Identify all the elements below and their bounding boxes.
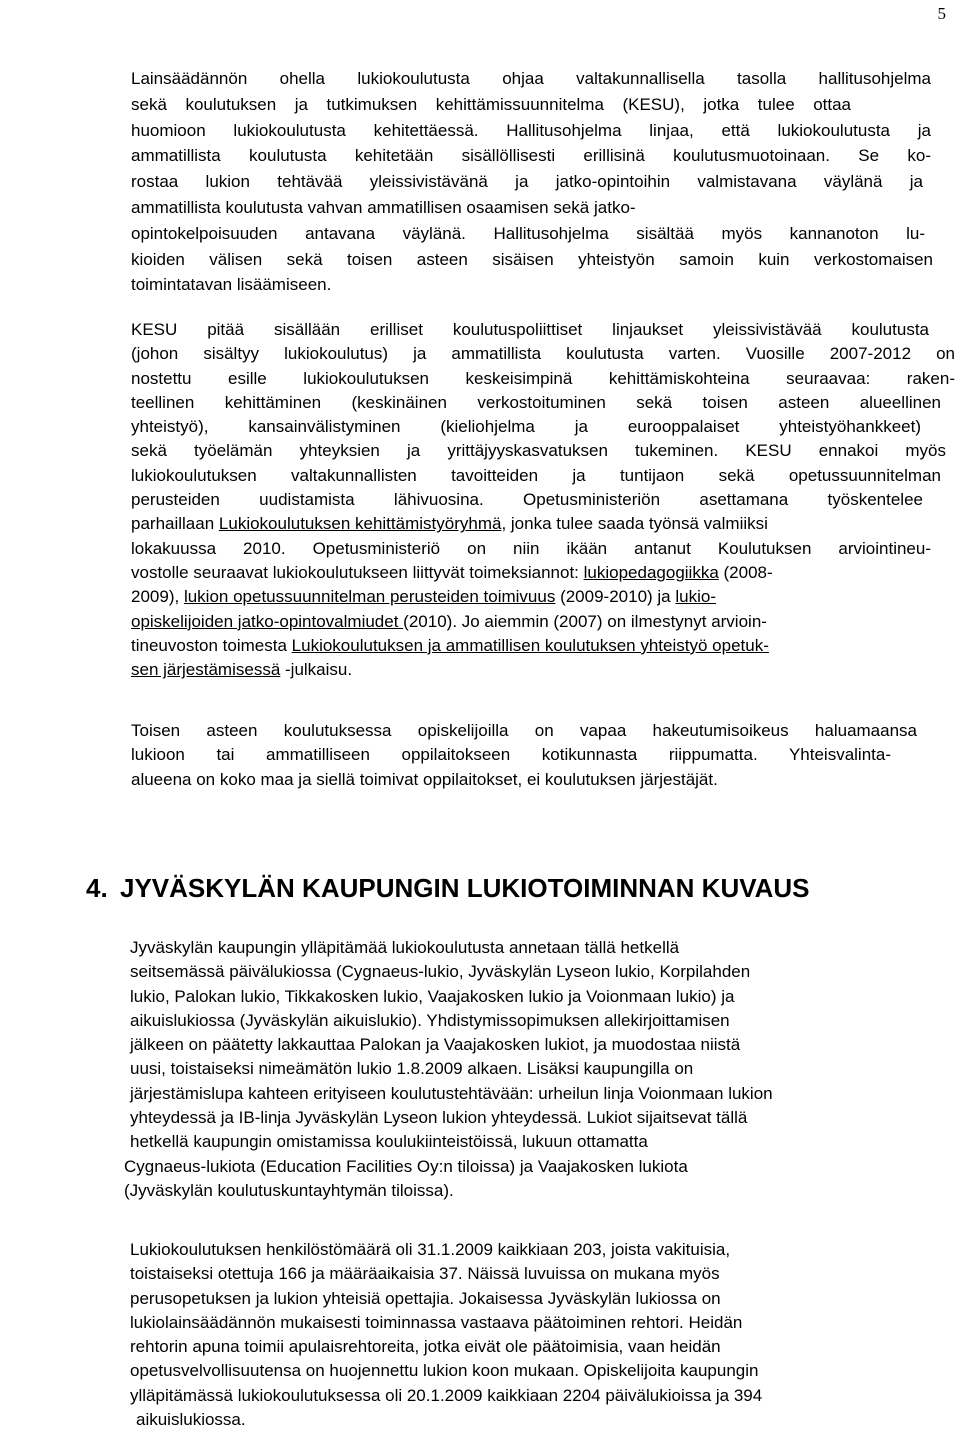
- text-line: [131, 561, 955, 585]
- link-lukiokoulutuksen-ja-ammatillisen-yhteistyo[interactable]: Lukiokoulutuksen ja ammatillisen koulutuksen yhteistyö opetuk-: [291, 635, 769, 655]
- text-line: KESU pitää sisällään erilliset koulutuspoliittiset linjaukset yleissivistävää koulutusta: [131, 320, 929, 339]
- text-line: [131, 634, 955, 658]
- text-line: aikuislukiossa (Jyväskylän aikuislukio). Yhdistymissopimuksen allekirjoittamisen: [130, 1010, 730, 1030]
- link-lukio-opiskelijoiden-jatko-opintovalmiudet[interactable]: opiskelijoiden jatko-opintovalmiudet: [131, 611, 404, 631]
- text-line: lukiokoulutuksen valtakunnallisten tavoitteiden ja tuntijaon sekä opetussuunnitelman: [131, 465, 941, 485]
- text-line: ammatillista koulutusta vahvan ammatillisen osaamisen sekä jatko-: [131, 197, 636, 217]
- paragraph-government-programme: [131, 66, 931, 298]
- text-line: perusopetuksen ja lukion yhteisiä opettajia. Jokaisessa Jyväskylän lukiossa on: [130, 1288, 721, 1308]
- link-lukiokoulutuksen-ja-ammatillisen-yhteistyo[interactable]: sen järjestämisessä: [131, 660, 281, 680]
- text-line: huomioon lukiokoulutusta kehitettäessä. Hallitusohjelma linjaa, että lukiokoulutusta ja: [131, 120, 931, 140]
- text-line: alueena on koko maa ja siellä toimivat oppilaitokset, ei koulutuksen järjestäjät.: [131, 769, 718, 789]
- text-segment: tineuvoston toimesta: [131, 635, 292, 655]
- text-segment: 2009),: [131, 587, 184, 607]
- text-segment: -julkaisu.: [280, 660, 353, 680]
- text-line: hetkellä kaupungin omistamissa koulukiinteistöissä, lukuun ottamatta: [130, 1132, 648, 1152]
- text-segment: (2008-: [718, 562, 773, 582]
- text-line: järjestämislupa kahteen erityiseen koulutustehtävään: urheilun linja Voionmaan lukion: [130, 1083, 773, 1103]
- text-line: nostettu esille lukiokoulutuksen keskeisimpinä kehittämiskohteina seuraavaa: raken-: [131, 368, 955, 388]
- text-line: toimintatavan lisäämiseen.: [131, 275, 332, 295]
- link-lukio-opiskelijoiden-jatko-opintovalmiudet[interactable]: lukio-: [675, 587, 716, 607]
- text-line: (Jyväskylän koulutuskuntayhtymän tiloissa).: [124, 1180, 454, 1200]
- text-line: kioiden välisen sekä toisen asteen sisäisen yhteistyön samoin kuin verkostomaisen: [131, 249, 933, 269]
- paragraph-kesu: [131, 318, 955, 682]
- text-line: lukio, Palokan lukio, Tikkakosken lukio, Vaajakosken lukio ja Voionmaan lukio) ja: [130, 986, 735, 1006]
- text-line: jälkeen on päätetty lakkauttaa Palokan ja Vaajakosken lukiot, ja muodostaa niistä: [130, 1035, 741, 1055]
- section-heading: [86, 869, 810, 907]
- text-line: teellinen kehittäminen (keskinäinen verkostoituminen sekä toisen asteen alueellinen: [131, 392, 941, 412]
- text-line: yhteydessä ja IB-linja Jyväskylän Lyseon lukion yhteydessä. Lukiot sijaitsevat tällä: [130, 1108, 748, 1128]
- text-line: lukioon tai ammatilliseen oppilaitokseen kotikunnasta riippumatta. Yhteisvalinta-: [131, 745, 891, 765]
- text-line: (johon sisältyy lukiokoulutus) ja ammatillista koulutusta varten. Vuosille 2007-2012 on: [131, 344, 955, 364]
- text-segment: (2010). Jo aiemmin (2007) on ilmestynyt arvioin-: [403, 611, 767, 631]
- text-line: opetusvelvollisuutensa on huojennettu lukion koon mukaan. Opiskelijoita kaupungin: [130, 1361, 759, 1381]
- text-line: lokakuussa 2010. Opetusministeriö on niin ikään antanut Koulutuksen arviointineu-: [131, 538, 931, 558]
- text-line: Cygnaeus-lukiota (Education Facilities Oy:n tiloissa) ja Vaajakosken lukiota: [124, 1156, 688, 1176]
- paragraph-application-rights: [131, 719, 931, 792]
- text-line: ylläpitämässä lukiokoulutuksessa oli 20.1.2009 kaikkiaan 2204 päivälukioissa ja 394: [130, 1385, 763, 1405]
- paragraph-personnel-and-students: [124, 1238, 934, 1432]
- text-line: ammatillista koulutusta kehitetään sisällöllisesti erillisinä koulutusmuotoinaan. Se ko-: [131, 146, 931, 166]
- link-lukiopedagogiikka[interactable]: lukiopedagogiikka: [583, 562, 719, 582]
- text-line: opintokelpoisuuden antavana väylänä. Hallitusohjelma sisältää myös kannanoton lu-: [131, 223, 925, 243]
- text-line: [131, 658, 955, 682]
- text-line: seitsemässä päivälukiossa (Cygnaeus-lukio, Jyväskylän Lyseon lukio, Korpilahden: [130, 962, 751, 982]
- text-line: aikuislukiossa.: [136, 1410, 246, 1430]
- text-line: rehtorin apuna toimii apulaisrehtoreita, jotka eivät ole päätoimisia, vaan heidän: [130, 1337, 721, 1357]
- text-line: sekä koulutuksen ja tutkimuksen kehittämissuunnitelma (KESU), jotka tulee ottaa: [131, 94, 851, 114]
- link-opetussuunnitelman-toimivuus[interactable]: lukion opetussuunnitelman perusteiden toimivuus: [183, 587, 556, 607]
- text-segment: parhaillaan: [131, 514, 219, 534]
- text-line: [131, 585, 955, 609]
- text-line: uusi, toistaiseksi nimeämätön lukio 1.8.2009 alkaen. Lisäksi kaupungilla on: [130, 1059, 694, 1079]
- text-line: [131, 512, 955, 536]
- text-line: [131, 610, 955, 634]
- text-line: Jyväskylän kaupungin ylläpitämää lukiokoulutusta annetaan tällä hetkellä: [130, 938, 680, 957]
- text-line: toistaiseksi otettuja 166 ja määräaikaisia 37. Näissä luvuissa on mukana myös: [130, 1264, 720, 1284]
- paragraph-jyvaskyla-upper-secondary: [124, 936, 934, 1203]
- text-line: yhteistyö), kansainvälistyminen (kieliohjelma ja eurooppalaiset yhteistyöhankkeet): [131, 417, 921, 437]
- text-line: Lainsäädännön ohella lukiokoulutusta ohjaa valtakunnallisella tasolla hallitusohjelma: [131, 69, 931, 88]
- link-kehittamistyoryhma[interactable]: Lukiokoulutuksen kehittämistyöryhmä: [218, 514, 502, 534]
- section-number: 4.: [86, 873, 108, 903]
- page-number: 5: [937, 4, 946, 23]
- text-line: Toisen asteen koulutuksessa opiskelijoilla on vapaa hakeutumisoikeus haluamaansa: [131, 721, 917, 740]
- text-line: Lukiokoulutuksen henkilöstömäärä oli 31.1.2009 kaikkiaan 203, joista vakituisia,: [130, 1240, 731, 1259]
- section-title: JYVÄSKYLÄN KAUPUNGIN LUKIOTOIMINNAN KUVAUS: [120, 873, 810, 903]
- text-line: rostaa lukion tehtävää yleissivistävänä ja jatko-opintoihin valmistavana väylänä ja: [131, 172, 923, 192]
- text-segment: , jonka tulee saada työnsä valmiiksi: [501, 514, 768, 534]
- text-segment: (2009-2010) ja: [555, 587, 676, 607]
- text-line: perusteiden uudistamista lähivuosina. Opetusministeriön asettamana työskentelee: [131, 490, 923, 510]
- text-line: lukiolainsäädännön mukaisesti toiminnassa vastaava päätoiminen rehtori. Heidän: [130, 1312, 743, 1332]
- text-segment: vostolle seuraavat lukiokoulutukseen liittyvät toimeksiannot:: [131, 562, 584, 582]
- text-line: sekä työelämän yhteyksien ja yrittäjyyskasvatuksen tukeminen. KESU ennakoi myös: [131, 441, 946, 461]
